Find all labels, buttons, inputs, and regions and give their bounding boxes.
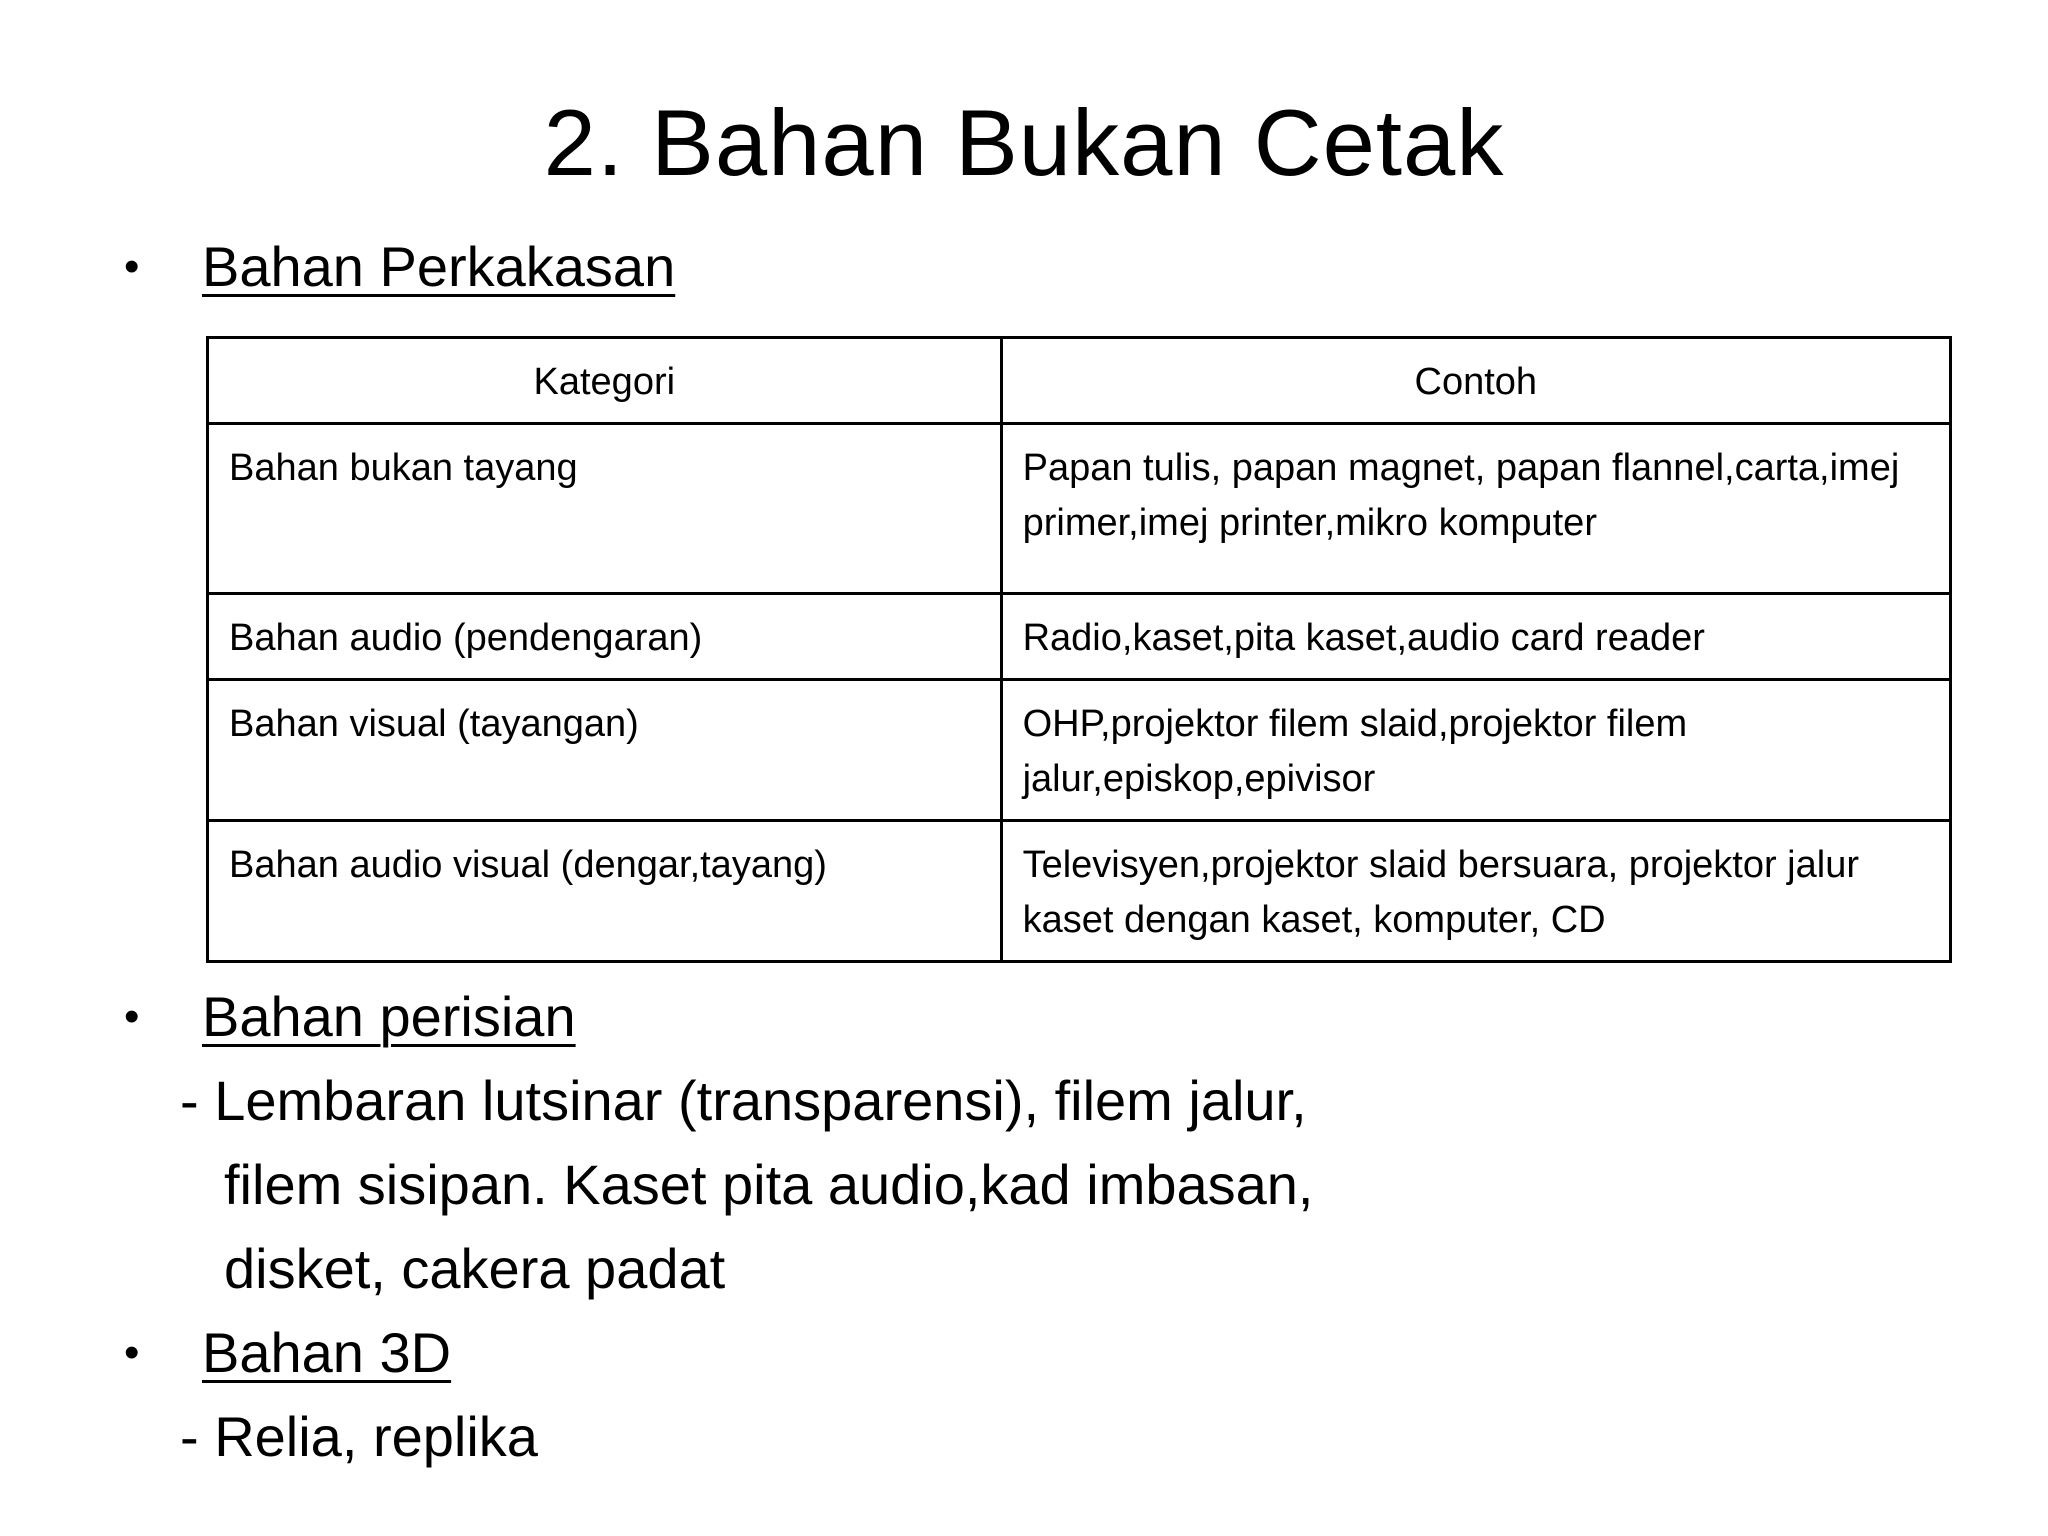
section-heading-bahan-perkakasan: Bahan Perkakasan [202, 235, 676, 298]
table-cell-kategori: Bahan visual (tayangan) [208, 680, 1002, 821]
table-row [208, 594, 1951, 680]
bullet-dot: • [124, 1328, 140, 1377]
table-cell-contoh: Papan tulis, papan magnet, papan flannel,carta,imej primer,imej printer,mikro komputer [1001, 424, 1950, 594]
3d-line-1: - Relia, replika [180, 1405, 538, 1468]
bullet-dot: • [124, 242, 140, 291]
table-header-kategori: Kategori [208, 338, 1002, 424]
table-cell-kategori: Bahan bukan tayang [208, 424, 1002, 594]
bullet-bahan-3d [124, 1320, 451, 1386]
bullet-dot: • [124, 992, 140, 1041]
table-cell-contoh: OHP,projektor filem slaid,projektor filem jalur,episkop,epivisor [1001, 680, 1950, 821]
table-row [208, 680, 1951, 821]
table-header-contoh: Contoh [1001, 338, 1950, 424]
bullet-bahan-perisian [124, 984, 576, 1050]
table-row [208, 821, 1951, 962]
table-cell-kategori: Bahan audio visual (dengar,tayang) [208, 821, 1002, 962]
table-cell-contoh: Radio,kaset,pita kaset,audio card reader [1001, 594, 1950, 680]
perkakasan-table [206, 336, 1952, 963]
perisian-line-2: filem sisipan. Kaset pita audio,kad imbasan, [224, 1153, 1314, 1216]
section-heading-bahan-perisian: Bahan perisian [202, 985, 576, 1048]
perisian-line-3: disket, cakera padat [224, 1237, 726, 1300]
perisian-line-1: - Lembaran lutsinar (transparensi), filem jalur, [180, 1069, 1307, 1132]
table-row [208, 424, 1951, 594]
table-cell-kategori: Bahan audio (pendengaran) [208, 594, 1002, 680]
bullet-bahan-perkakasan [124, 234, 675, 300]
table-cell-contoh: Televisyen,projektor slaid bersuara, projektor jalur kaset dengan kaset, komputer, CD [1001, 821, 1950, 962]
table-header-row [208, 338, 1951, 424]
slide-title: 2. Bahan Bukan Cetak [543, 90, 1505, 195]
section-heading-bahan-3d: Bahan 3D [202, 1321, 452, 1384]
